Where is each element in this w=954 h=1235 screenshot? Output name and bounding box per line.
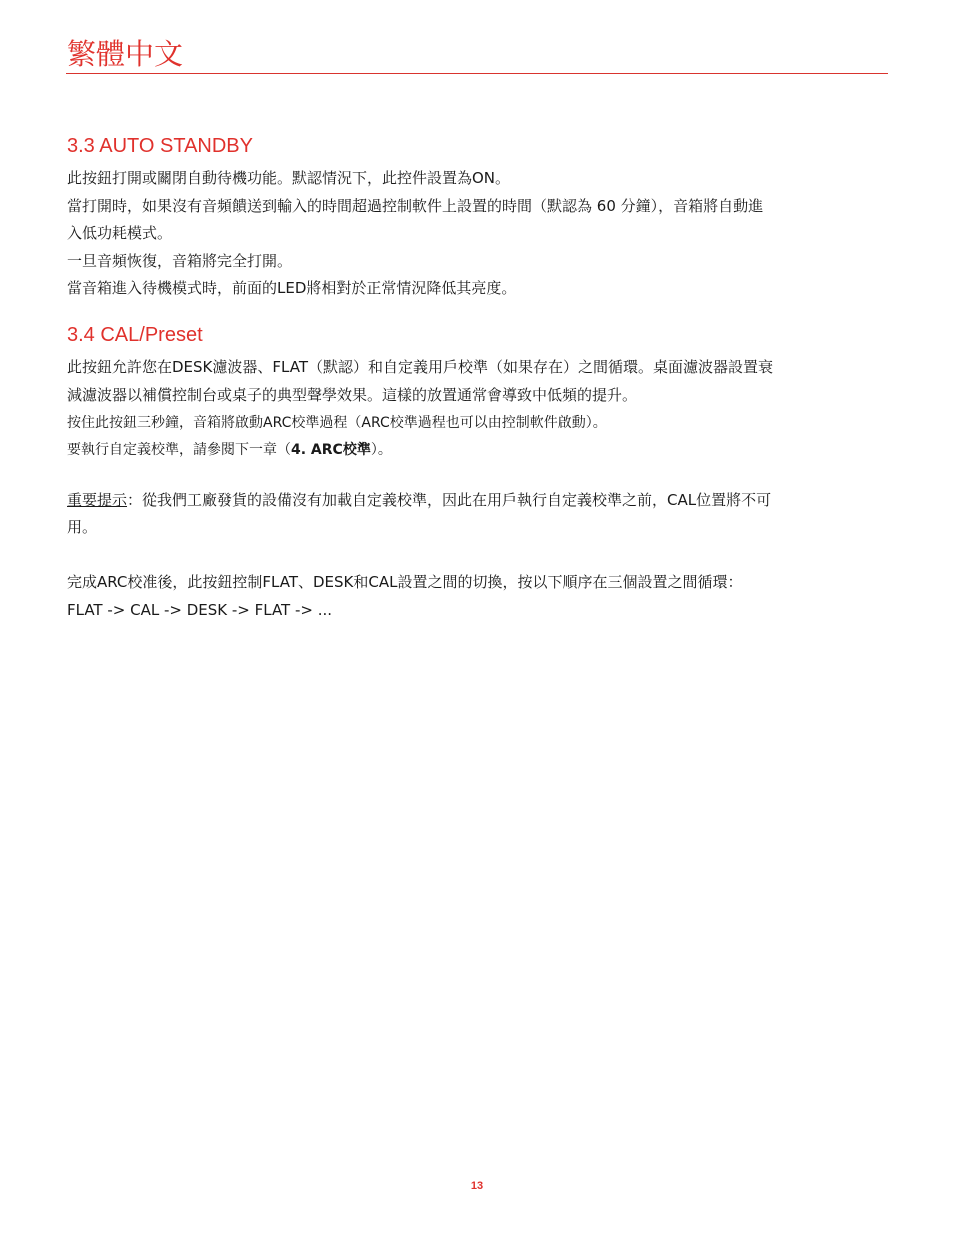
text: ）。: [370, 442, 392, 458]
paragraph: 減濾波器以補償控制台或桌子的典型聲學效果。這樣的放置通常會導致中低頻的提升。: [67, 386, 638, 404]
paragraph: 當音箱進入待機模式時，前面的LED將相對於正常情況降低其亮度。: [67, 279, 517, 297]
important-note: [67, 486, 867, 514]
paragraph: 入低功耗模式。: [67, 224, 173, 242]
header-divider: [66, 73, 888, 74]
section-title-cal-preset: 3.4 CAL/Preset: [67, 324, 203, 346]
paragraph: 完成ARC校准後，此按鈕控制FLAT、DESK和CAL設置之間的切換，按以下順序在三個設置之間循環：: [67, 573, 743, 591]
page-number: 13: [470, 1180, 484, 1192]
paragraph: 用。: [67, 518, 98, 536]
text: 要執行自定義校準，請參閱下一章（: [67, 442, 291, 458]
section-title-auto-standby: 3.3 AUTO STANDBY: [67, 135, 253, 157]
paragraph: 按住此按鈕三秒鐘，音箱將啟動ARC校準過程（ARC校準過程也可以由控制軟件啟動）。: [67, 415, 607, 431]
paragraph: 當打開時，如果沒有音頻饋送到輸入的時間超過控制軟件上設置的時間（默認為 60 分鐘），音箱將自動進: [67, 197, 764, 215]
important-note-label: 重要提示: [67, 491, 128, 509]
text: ：從我們工廠發貨的設備沒有加載自定義校準，因此在用戶執行自定義校準之前，CAL位置將不可: [127, 491, 772, 509]
paragraph: 此按鈕允許您在DESK濾波器、FLAT（默認）和自定義用戶校準（如果存在）之間循環。桌面濾波器設置衰: [67, 358, 773, 376]
paragraph: 一旦音頻恢復，音箱將完全打開。: [67, 252, 293, 270]
document-language-title: 繁體中文: [67, 37, 184, 71]
chapter-reference: 4. ARC校準: [291, 442, 371, 458]
paragraph: [67, 436, 867, 464]
paragraph: 此按鈕打開或關閉自動待機功能。默認情況下，此控件設置為ON。: [67, 169, 511, 187]
cycle-sequence: FLAT -> CAL -> DESK -> FLAT -> ...: [67, 601, 333, 619]
